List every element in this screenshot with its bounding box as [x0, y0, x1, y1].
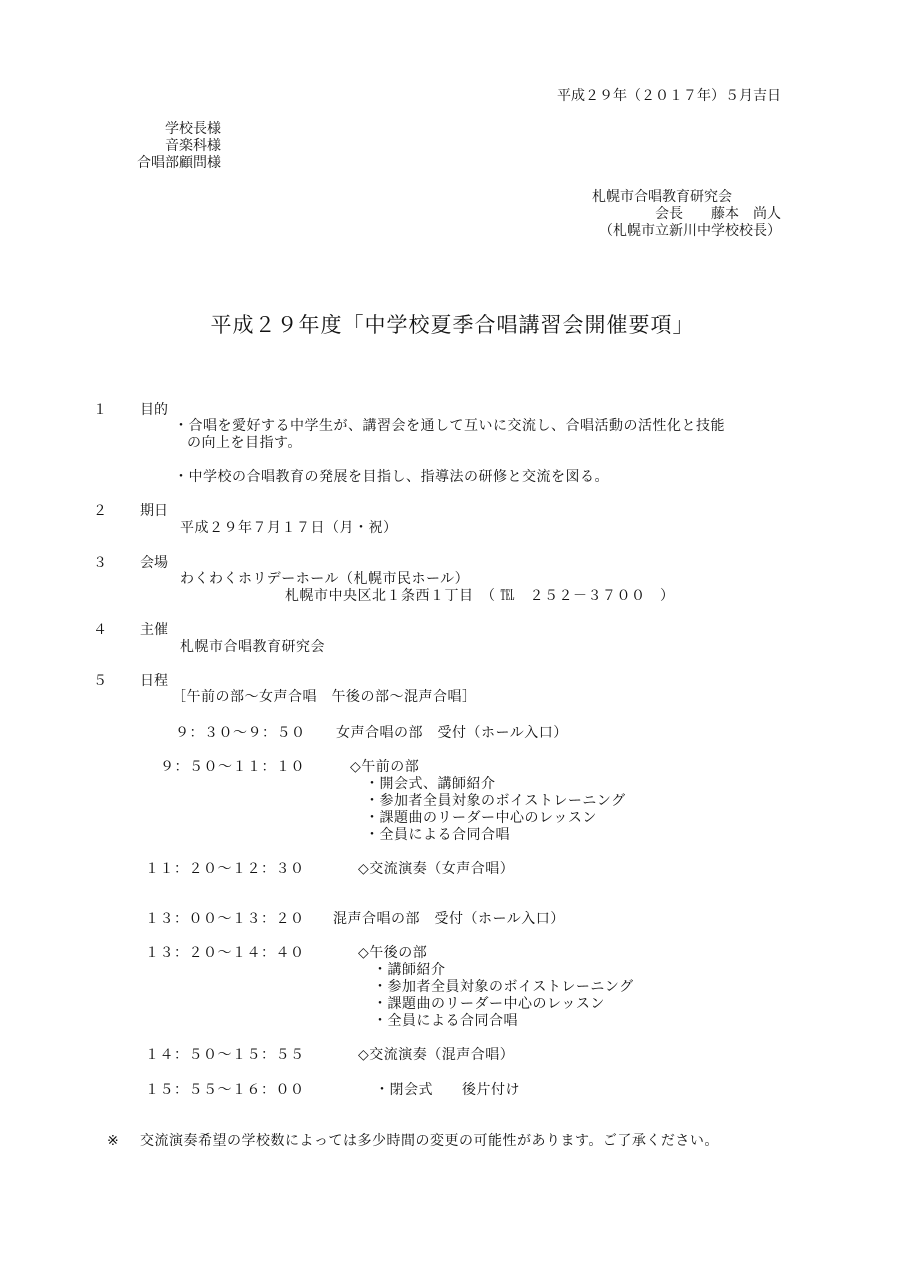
schedule-heading: ◇午後の部	[358, 945, 428, 961]
schedule-time: ９：３０～９：５０	[175, 725, 306, 741]
schedule-item: ・課題曲のリーダー中心のレッスン	[365, 810, 597, 826]
purpose-bullet-1-line-2: の向上を目指す。	[187, 435, 302, 451]
schedule-text: 混声合唱の部 受付（ホール入口）	[333, 911, 565, 927]
schedule-time: １３：２０～１４：４０	[145, 945, 305, 961]
recipient-choir-advisor: 合唱部顧問様	[137, 155, 221, 171]
schedule-item: ・参加者全員対象のボイストレーニング	[373, 979, 634, 995]
schedule-time: １４：５０～１５：５５	[145, 1047, 305, 1063]
section-number: １	[93, 402, 107, 418]
schedule-item: ・全員による合同合唱	[365, 827, 510, 843]
section-label: 会場	[140, 555, 168, 571]
schedule-time: １１：２０～１２：３０	[145, 861, 305, 877]
section-number: ３	[93, 555, 107, 571]
schedule-text: 女声合唱の部 受付（ホール入口）	[336, 725, 568, 741]
section-number: ５	[93, 673, 107, 689]
section-label: 主催	[140, 622, 168, 638]
purpose-bullet-1-line-1: ・合唱を愛好する中学生が、講習会を通して互いに交流し、合唱活動の活性化と技能	[174, 418, 725, 434]
section-label: 目的	[140, 402, 168, 418]
schedule-item: ・参加者全員対象のボイストレーニング	[365, 793, 626, 809]
recipient-principal: 学校長様	[165, 121, 221, 137]
schedule-text: ◇交流演奏（女声合唱）	[358, 861, 515, 877]
organizer-name: 札幌市合唱教育研究会	[180, 639, 325, 655]
schedule-time: １５：５５～１６：００	[145, 1082, 305, 1098]
document-date: 平成２９年（２０１７年）５月吉日	[557, 88, 781, 104]
section-number: ４	[93, 622, 107, 638]
page-title: 平成２９年度「中学校夏季合唱講習会開催要項」	[210, 313, 695, 337]
sender-note: （札幌市立新川中学校校長）	[599, 223, 781, 239]
schedule-text: ・閉会式 後片付け	[375, 1082, 520, 1098]
schedule-time: ９：５０～１１：１０	[160, 759, 305, 775]
section-label: 日程	[140, 673, 168, 689]
schedule-heading: ◇午前の部	[350, 759, 420, 775]
section-number: ２	[93, 503, 107, 519]
note-text: 交流演奏希望の学校数によっては多少時間の変更の可能性があります。ご了承ください。	[140, 1133, 719, 1149]
sender-name: 会長 藤本 尚人	[655, 206, 781, 222]
note-mark: ※	[107, 1133, 119, 1149]
schedule-item: ・全員による合同合唱	[373, 1013, 518, 1029]
event-date: 平成２９年７月１７日（月・祝）	[180, 520, 398, 536]
schedule-text: ◇交流演奏（混声合唱）	[358, 1047, 515, 1063]
sender-org: 札幌市合唱教育研究会	[592, 189, 732, 205]
recipient-music-dept: 音楽科様	[165, 138, 221, 154]
section-label: 期日	[140, 503, 168, 519]
schedule-item: ・課題曲のリーダー中心のレッスン	[373, 996, 605, 1012]
purpose-bullet-2: ・中学校の合唱教育の発展を目指し、指導法の研修と交流を図る。	[174, 469, 609, 485]
schedule-item: ・講師紹介	[373, 962, 446, 978]
schedule-time: １３：００～１３：２０	[145, 911, 305, 927]
venue-address: 札幌市中央区北１条西１丁目 （ ℡ ２５２－３７００ ）	[285, 588, 675, 604]
venue-name: わくわくホリデーホール（札幌市民ホール）	[180, 571, 470, 587]
schedule-subtitle: ［午前の部～女声合唱 午後の部～混声合唱］	[172, 689, 477, 705]
schedule-item: ・開会式、講師紹介	[365, 776, 496, 792]
